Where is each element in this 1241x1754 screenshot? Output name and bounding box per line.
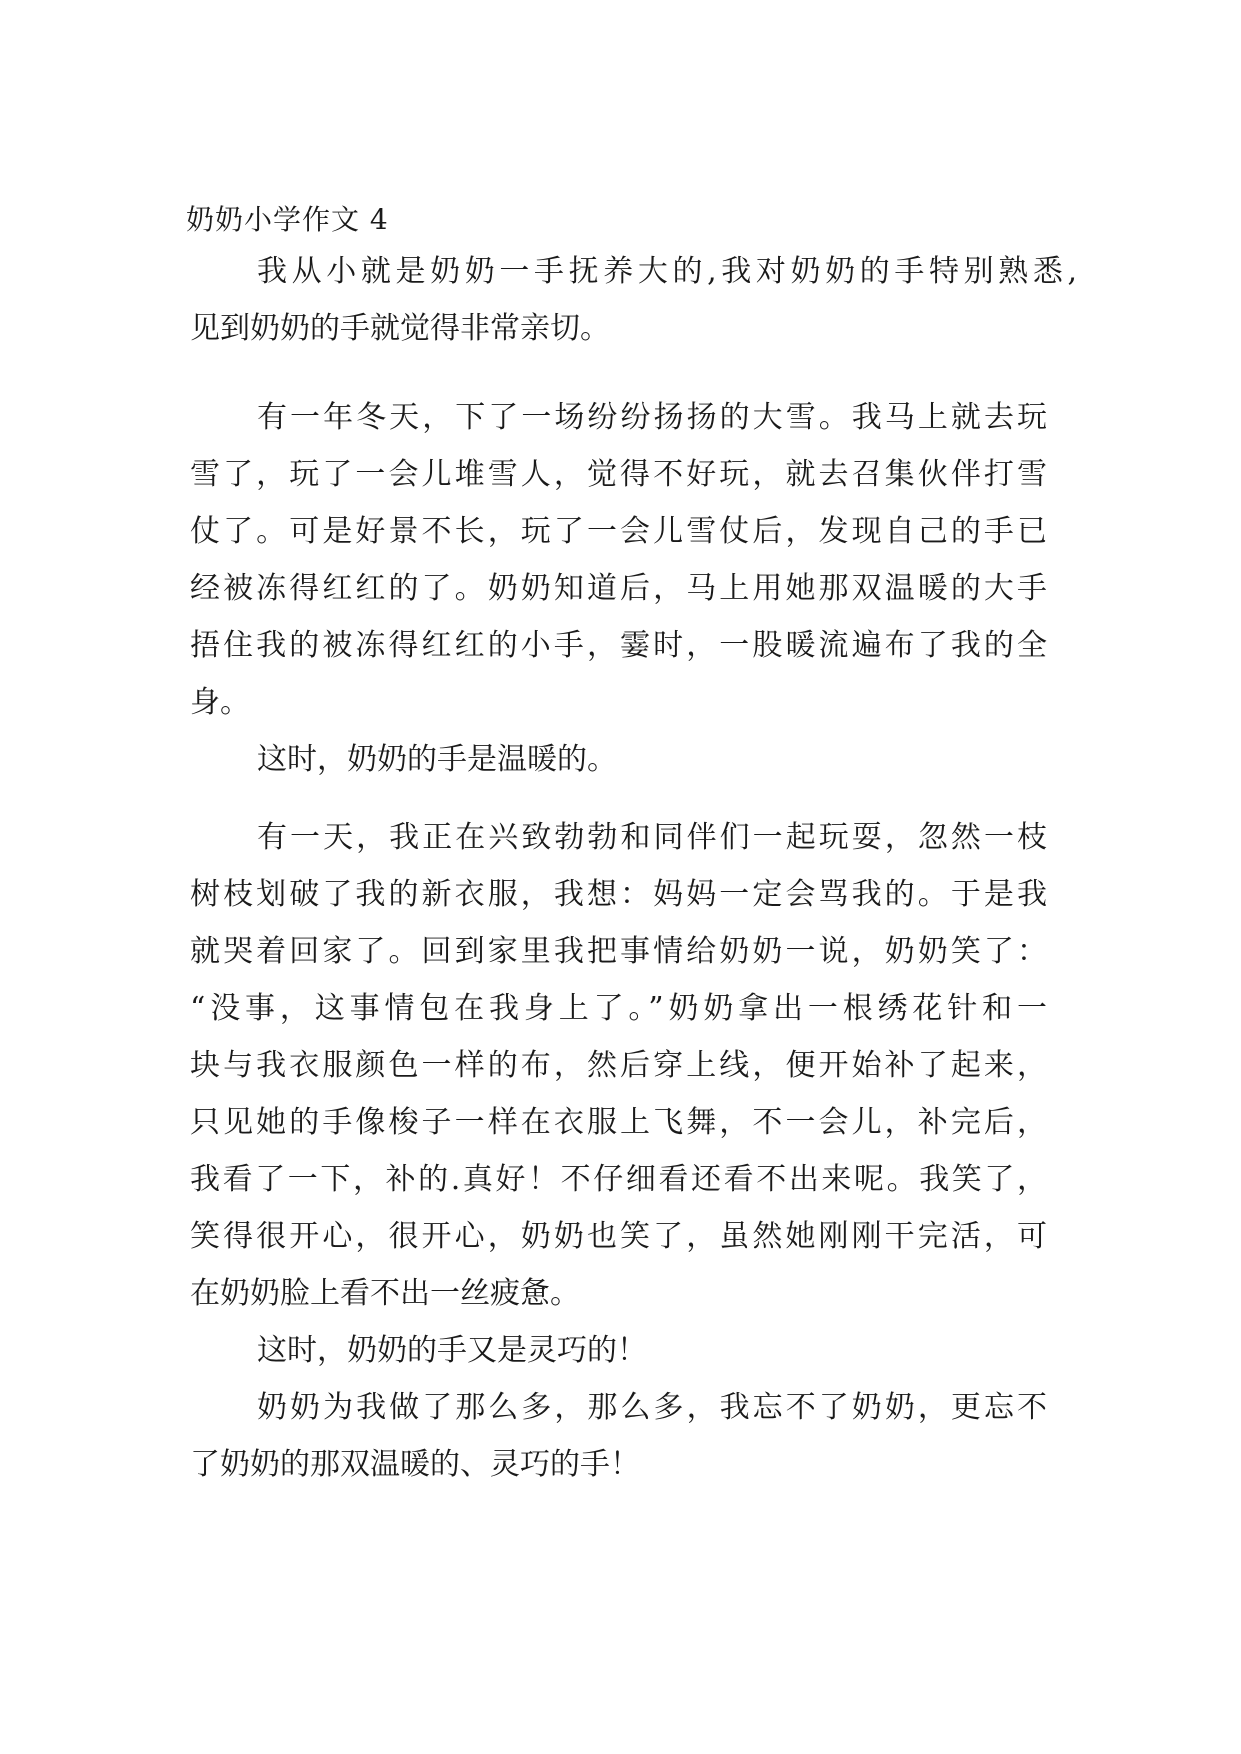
text-line: “没事，这事情包在我身上了。”奶奶拿出一根绣花针和一 <box>190 991 1052 1026</box>
text-line: 只见她的手像梭子一样在衣服上飞舞，不一会儿，补完后， <box>190 1105 1051 1140</box>
text-line: 块与我衣服颜色一样的布，然后穿上线，便开始补了起来， <box>190 1048 1051 1083</box>
text-line: 在奶奶脸上看不出一丝疲惫。 <box>190 1276 580 1311</box>
text-line: 雪了，玩了一会儿堆雪人，觉得不好玩，就去召集伙伴打雪 <box>190 457 1051 492</box>
text-line: 见到奶奶的手就觉得非常亲切。 <box>190 311 610 346</box>
text-line: 我从小就是奶奶一手抚养大的,我对奶奶的手特别熟悉, <box>257 254 1082 289</box>
text-line: 捂住我的被冻得红红的小手，霎时，一股暖流遍布了我的全 <box>190 628 1051 663</box>
text-line: 我看了一下，补的.真好！不仔细看还看不出来呢。我笑了， <box>190 1162 1050 1197</box>
text-line: 这时，奶奶的手又是灵巧的！ <box>257 1333 647 1368</box>
text-line: 身。 <box>190 685 250 720</box>
text-line: 经被冻得红红的了。奶奶知道后，马上用她那双温暖的大手 <box>190 571 1051 606</box>
text-line: 就哭着回家了。回到家里我把事情给奶奶一说，奶奶笑了： <box>190 934 1051 969</box>
text-line: 有一天，我正在兴致勃勃和同伴们一起玩耍，忽然一枝 <box>257 820 1051 855</box>
text-line: 了奶奶的那双温暖的、灵巧的手！ <box>190 1447 640 1482</box>
text-line: 笑得很开心，很开心，奶奶也笑了，虽然她刚刚干完活，可 <box>190 1219 1051 1254</box>
text-line: 仗了。可是好景不长，玩了一会儿雪仗后，发现自己的手已 <box>190 514 1051 549</box>
text-line: 有一年冬天，下了一场纷纷扬扬的大雪。我马上就去玩 <box>257 400 1051 435</box>
text-line: 树枝划破了我的新衣服，我想：妈妈一定会骂我的。于是我 <box>190 877 1051 912</box>
document-title: 奶奶小学作文 4 <box>186 203 389 236</box>
text-line: 奶奶为我做了那么多，那么多，我忘不了奶奶，更忘不 <box>257 1390 1051 1425</box>
text-line: 这时，奶奶的手是温暖的。 <box>257 742 617 777</box>
